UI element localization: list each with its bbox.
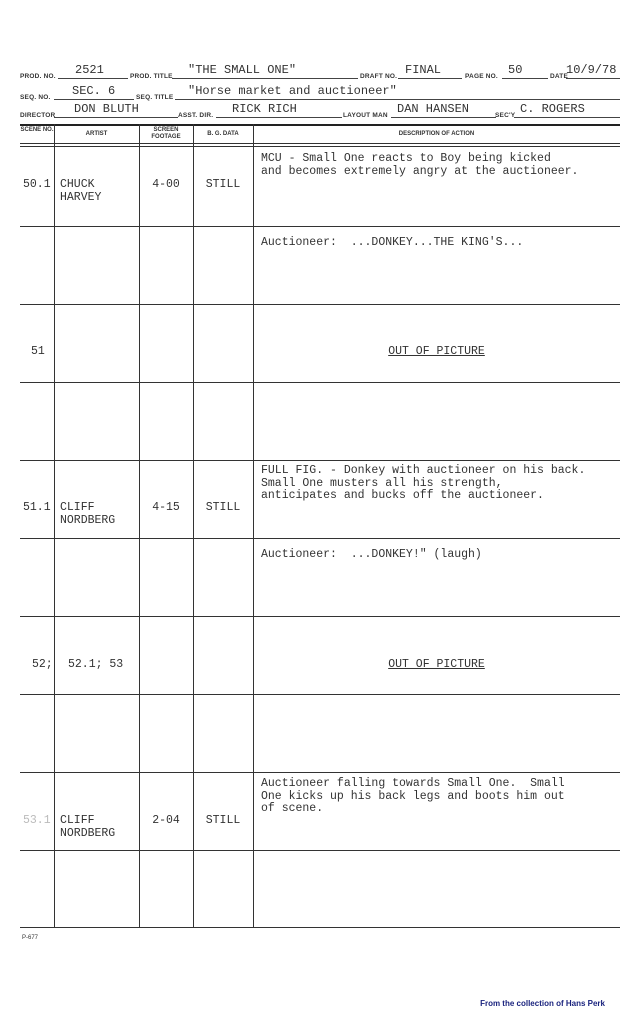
col-scene: SCENE NO. [20, 127, 54, 133]
scene-number: 53.1 [23, 814, 51, 827]
layout-man: DAN HANSEN [397, 102, 470, 116]
out-of-picture-note: OUT OF PICTURE [388, 345, 485, 358]
header-row-1 [20, 64, 620, 84]
prod-title: "THE SMALL ONE" [188, 63, 297, 77]
asst-dir: RICK RICH [232, 102, 297, 116]
collection-credit: From the collection of Hans Perk [480, 999, 605, 1008]
action-description: FULL FIG. - Donkey with auctioneer on his back. Small One musters all his strength, anticipates and bucks off the auctioneer. [261, 464, 586, 502]
bg-data: STILL [205, 501, 241, 514]
seq-title: "Horse market and auctioneer" [188, 84, 397, 98]
artist-name: CLIFF NORDBERG [60, 814, 116, 840]
seq-no-label: SEQ. NO. [20, 94, 51, 101]
page-no: 50 [508, 63, 523, 77]
col-artist: ARTIST [85, 131, 108, 137]
col-desc: DESCRIPTION OF ACTION [398, 131, 475, 137]
director-label: DIRECTOR [20, 112, 56, 119]
draft-no-label: DRAFT NO. [360, 73, 398, 80]
dialogue-line: Auctioneer: ...DONKEY...THE KING'S... [261, 236, 524, 249]
asst-dir-label: ASST. DIR. [178, 112, 214, 119]
draft-no: FINAL [405, 63, 442, 77]
layout-man-label: LAYOUT MAN [343, 112, 388, 119]
prod-no: 2521 [75, 63, 104, 77]
col-bg: B. G. DATA [207, 131, 239, 137]
form-number: P-677 [22, 935, 39, 941]
director: DON BLUTH [74, 102, 139, 116]
seq-title-label: SEQ. TITLE [136, 94, 174, 101]
action-description: MCU - Small One reacts to Boy being kicked and becomes extremely angry at the auctioneer. [261, 152, 579, 178]
scene-number: 52; [32, 658, 53, 671]
bg-data: STILL [205, 178, 241, 191]
screen-footage: 2-04 [152, 814, 180, 827]
artist-name: 52.1; 53 [68, 658, 124, 671]
artist-name: CLIFF NORDBERG [60, 501, 116, 527]
scene-number: 50.1 [23, 178, 51, 191]
col-footage: SCREEN FOOTAGE [151, 127, 181, 140]
prod-no-label: PROD. NO. [20, 73, 56, 80]
prod-title-label: PROD. TITLE [130, 73, 173, 80]
scene-number: 51.1 [23, 501, 51, 514]
scene-table [20, 124, 620, 928]
secy: C. ROGERS [520, 102, 585, 116]
bg-data: STILL [205, 814, 241, 827]
date: 10/9/78 [566, 63, 617, 77]
action-description: Auctioneer falling towards Small One. Small One kicks up his back legs and boots him out of scene. [261, 777, 565, 815]
page-no-label: PAGE NO. [465, 73, 498, 80]
date-label: DATE [550, 73, 569, 80]
header-row-3 [20, 103, 620, 123]
screen-footage: 4-00 [152, 178, 180, 191]
dialogue-line: Auctioneer: ...DONKEY!" (laugh) [261, 548, 482, 561]
screen-footage: 4-15 [152, 501, 180, 514]
secy-label: SEC'Y [495, 112, 516, 119]
seq-no: SEC. 6 [72, 84, 116, 98]
artist-name: CHUCK HARVEY [60, 178, 102, 204]
scene-number: 51 [31, 345, 45, 358]
out-of-picture-note: OUT OF PICTURE [388, 658, 485, 671]
